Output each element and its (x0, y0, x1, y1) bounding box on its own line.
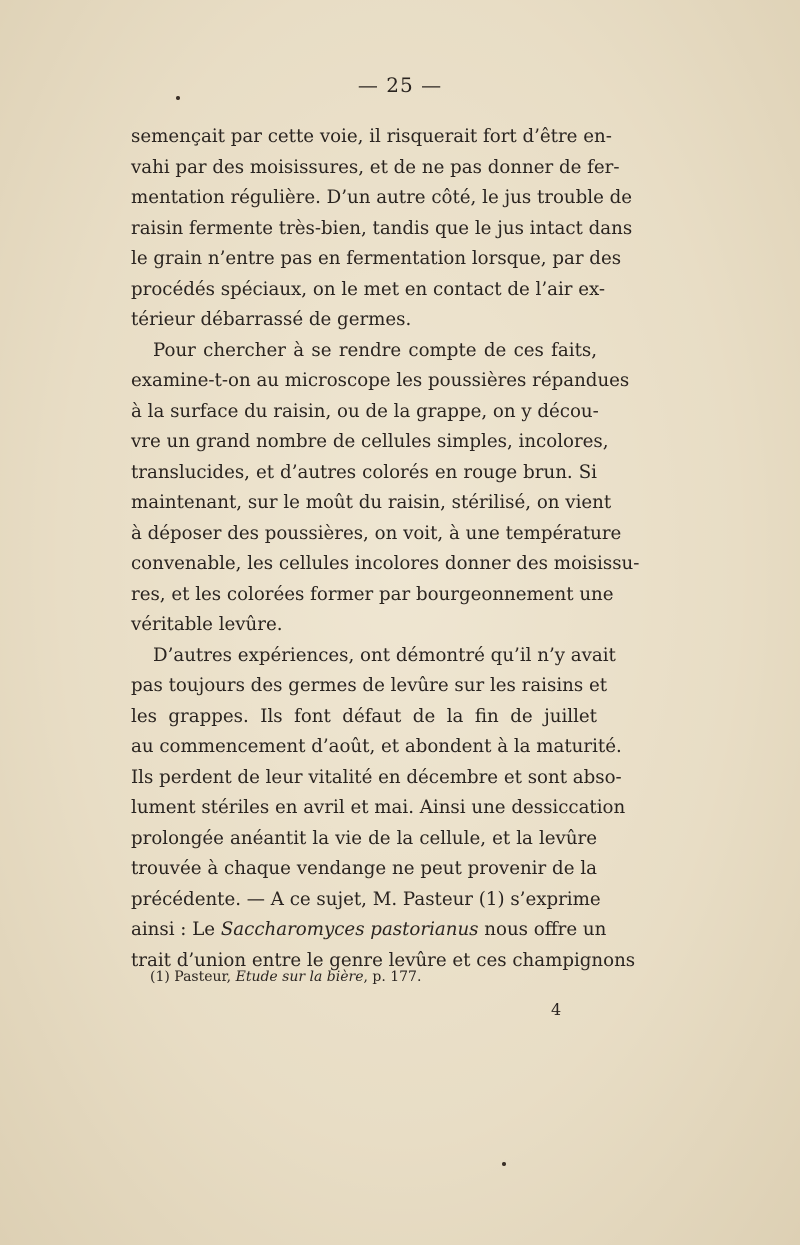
text-line: le grain n’entre pas en fermentation lorsque, par des (131, 248, 622, 269)
ink-speck (502, 1162, 506, 1166)
text-line: Ils perdent de leur vitalité en décembre et sont abso- (131, 766, 622, 788)
signature-number: 4 (551, 1000, 562, 1019)
text-line: précédente. — A ce sujet, M. Pasteur (1) s’exprime (131, 888, 601, 910)
text-line: à déposer des poussières, on voit, à une température (131, 522, 622, 544)
text-line: vahi par des moisissures, et de ne pas donner de fer- (131, 156, 620, 178)
text-line: au commencement d’août, et abondent à la maturité. (131, 736, 622, 757)
text-line: prolongée anéantit la vie de la cellule, et la levûre (131, 827, 597, 849)
text-line: lument stériles en avril et mai. Ainsi une dessiccation (131, 797, 626, 818)
text-line: res, et les colorées former par bourgeonnement une (131, 583, 614, 605)
text-line: translucides, et d’autres colorés en rouge brun. Si (131, 461, 597, 483)
text-line: pas toujours des germes de levûre sur les raisins et (131, 675, 608, 696)
text-line: convenable, les cellules incolores donner des moisissu- (131, 553, 640, 574)
footnote-text: , p. 177. (363, 969, 422, 985)
text-line: maintenant, sur le moût du raisin, stérilisé, on vient (131, 492, 612, 513)
footnote-title: Etude sur la bière (235, 969, 364, 985)
body-text (131, 122, 640, 976)
text-line: procédés spéciaux, on le met en contact de l’air ex- (131, 278, 606, 300)
page-number-header: — 25 — (357, 73, 443, 97)
footnote (150, 969, 421, 985)
text-line: semençait par cette voie, il risquerait fort d’être en- (131, 126, 612, 147)
text-line: mentation régulière. D’un autre côté, le jus trouble de (131, 187, 633, 208)
text-line: térieur débarrassé de germes. (131, 309, 412, 330)
text-line: vre un grand nombre de cellules simples, incolores, (131, 431, 609, 452)
text-line: raisin fermente très-bien, tandis que le jus intact dans (131, 217, 633, 239)
paragraph-start-line: Pour chercher à se rendre compte de ces faits, (153, 339, 597, 361)
text-fragment: nous offre un (478, 919, 607, 940)
species-name: Saccharomyces pastorianus (220, 919, 479, 940)
text-line: trouvée à chaque vendange ne peut provenir de la (131, 858, 597, 879)
text-line: examine-t-on au microscope les poussières répandues (131, 370, 630, 391)
text-line: les grappes. Ils font défaut de la fin de juillet (131, 705, 597, 727)
paragraph-start-line: D’autres expériences, ont démontré qu’il n’y avait (153, 644, 616, 666)
text-line: véritable levûre. (131, 614, 283, 635)
text-fragment: ainsi : Le (131, 919, 221, 940)
text-line: à la surface du raisin, ou de la grappe, on y décou- (131, 400, 599, 422)
ink-speck (176, 96, 180, 100)
footnote-text: (1) Pasteur, (150, 969, 236, 985)
text-line: trait d’union entre le genre levûre et ces champignons (131, 949, 636, 971)
text-line-with-species-name (131, 915, 607, 946)
